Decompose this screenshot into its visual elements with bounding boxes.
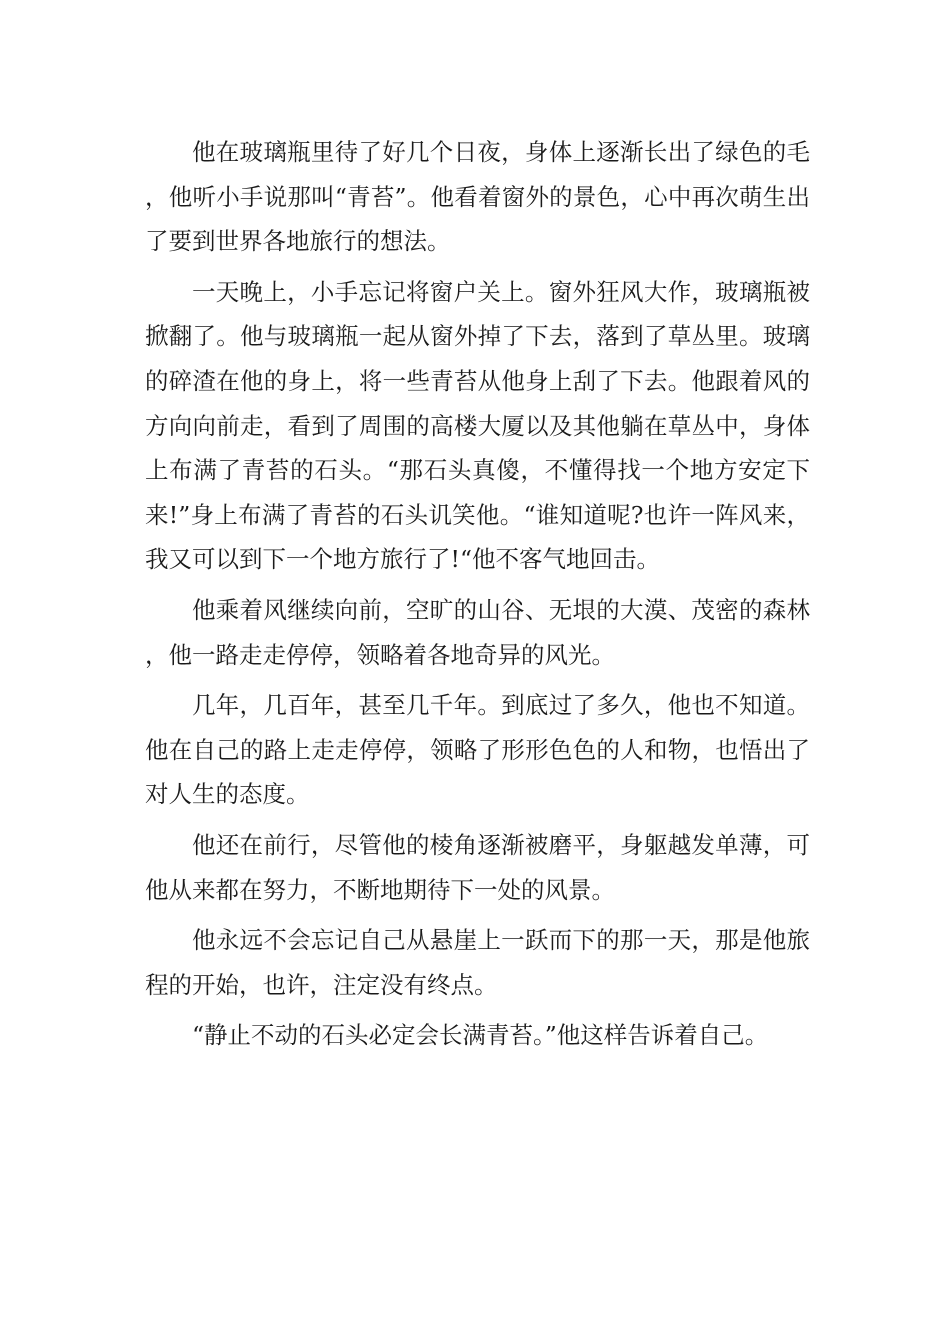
paragraph-2: 一天晚上，小手忘记将窗户关上。窗外狂风大作，玻璃瓶被掀翻了。他与玻璃瓶一起从窗外掉了下去，落到了草丛里。玻璃的碎渣在他的身上，将一些青苔从他身上刮了下去。他跟着风的方向向前走，看到了周围的高楼大厦以及其他躺在草丛中，身体上布满了青苔的石头。“那石头真傻，不懂得找一个地方安定下来!”身上布满了青苔的石头讥笑他。“谁知道呢?也许一阵风来，我又可以到下一个地方旅行了!“他不客气地回击。 [145, 277, 810, 574]
paragraph-7: “静止不动的石头必定会长满青苔。”他这样告诉着自己。 [192, 1021, 769, 1050]
paragraph-4: 几年，几百年，甚至几千年。到底过了多久，他也不知道。他在自己的路上走走停停，领略了形形色色的人和物，也悟出了对人生的态度。 [145, 691, 810, 809]
document-body [145, 130, 810, 1064]
paragraph-6: 他永远不会忘记自己从悬崖上一跃而下的那一天，那是他旅程的开始，也许，注定没有终点。 [145, 926, 810, 999]
paragraph-3: 他乘着风继续向前，空旷的山谷、无垠的大漠、茂密的森林，他一路走走停停，领略着各地奇异的风光。 [145, 595, 810, 669]
paragraph-5: 他还在前行，尽管他的棱角逐渐被磨平，身躯越发单薄，可他从来都在努力，不断地期待下一处的风景。 [145, 830, 810, 904]
paragraph-1: 他在玻璃瓶里待了好几个日夜，身体上逐渐长出了绿色的毛，他听小手说那叫“青苔”。他看着窗外的景色，心中再次萌生出了要到世界各地旅行的想法。 [145, 138, 810, 256]
